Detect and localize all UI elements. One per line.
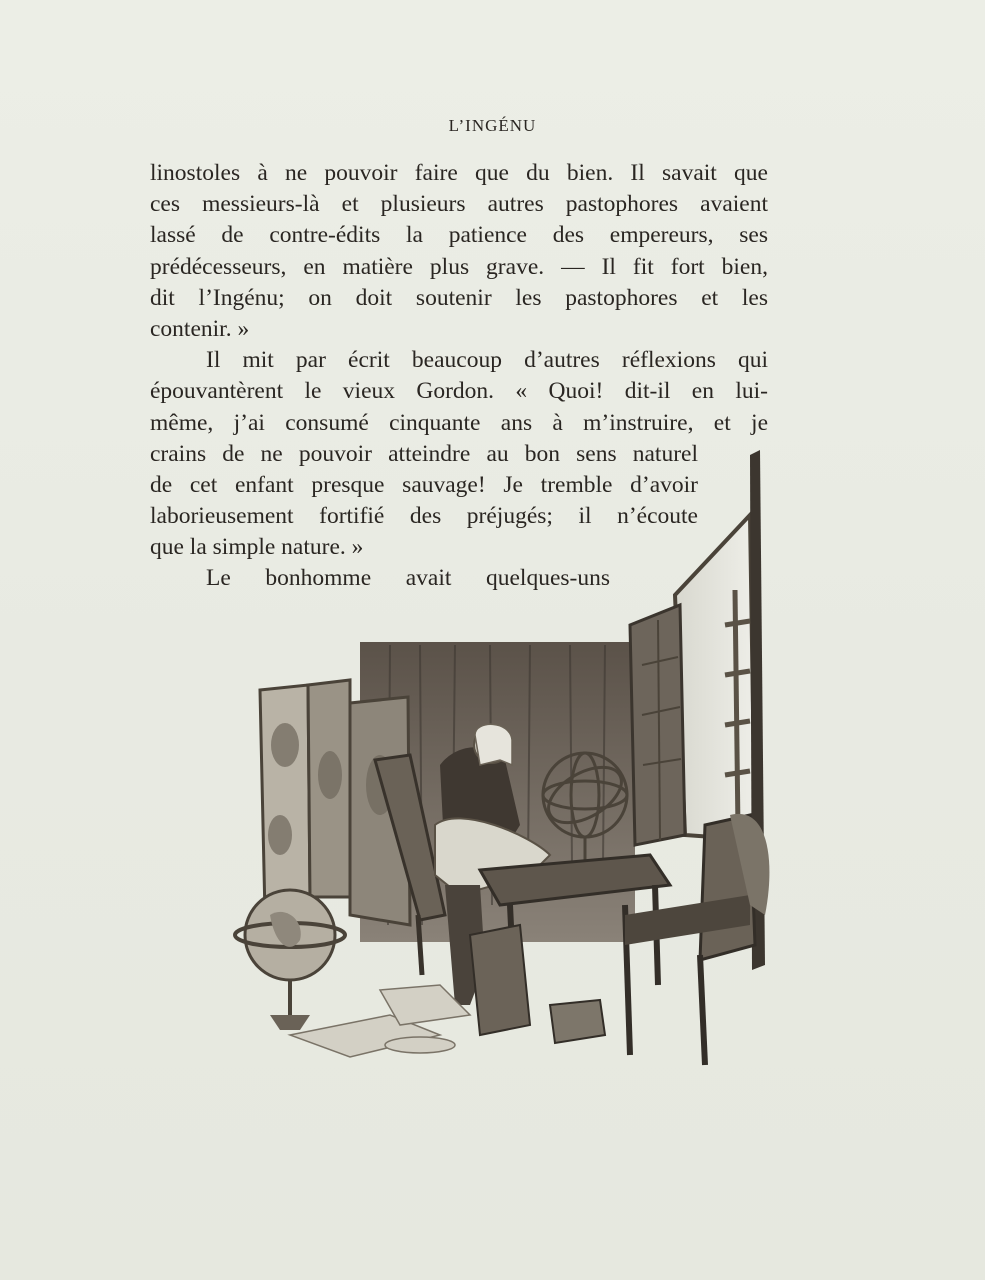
text-line: linostoles à ne pouvoir faire que du bien. Il savait que bbox=[150, 160, 768, 186]
folding-screen bbox=[260, 685, 310, 915]
text-line: même, j’ai consumé cinquante ans à m’instruire, et je bbox=[150, 409, 768, 436]
book-stack bbox=[470, 925, 530, 1035]
illustration-scholar-study bbox=[230, 445, 790, 1075]
running-head: L’INGÉNU bbox=[448, 116, 537, 135]
book-floor bbox=[550, 1000, 605, 1043]
floor-papers bbox=[290, 985, 470, 1057]
text-line: Le bonhomme avait quelques-uns bbox=[206, 565, 610, 592]
text-line: crains de ne pouvoir atteindre au bon sens naturel bbox=[150, 440, 698, 467]
text-line: que la simple nature. » bbox=[150, 534, 364, 561]
text-line: de cet enfant presque sauvage! Je tremble d’avoir bbox=[150, 471, 698, 498]
text-line: épouvantèrent le vieux Gordon. « Quoi! dit-il en lui- bbox=[150, 378, 768, 405]
text-line: contenir. » bbox=[150, 315, 250, 342]
text-line: lassé de contre-édits la patience des empereurs, ses bbox=[150, 222, 768, 249]
text-line: prédécesseurs, en matière plus grave. — Il fit fort bien, bbox=[150, 253, 768, 280]
text-line: dit l’Ingénu; on doit soutenir les pastophores et les bbox=[150, 284, 768, 311]
window bbox=[675, 515, 755, 840]
text-line: Il mit par écrit beaucoup d’autres réflexions qui bbox=[206, 347, 768, 374]
globe bbox=[235, 890, 345, 1030]
chair-right bbox=[625, 814, 769, 1065]
text-line: laborieusement fortifié des préjugés; il n’écoute bbox=[150, 503, 698, 530]
text-line: ces messieurs-là et plusieurs autres pastophores avaient bbox=[150, 191, 768, 218]
